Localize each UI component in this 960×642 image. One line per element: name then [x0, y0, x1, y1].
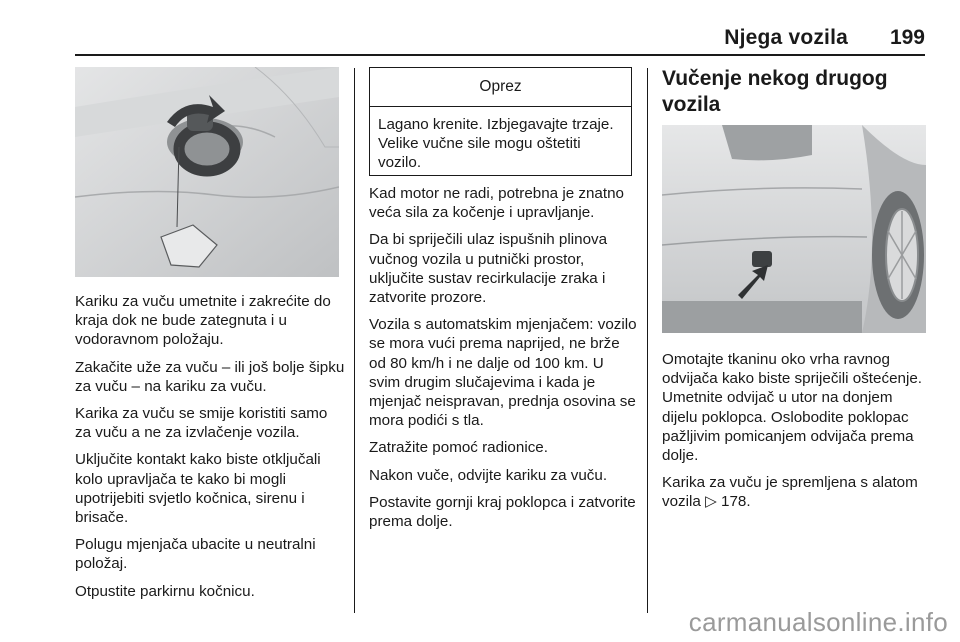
page-number: 199 — [889, 26, 925, 49]
paragraph: Karika za vuču se smije koristiti samo za vuču a ne za izvlačenje vozila. — [75, 405, 328, 442]
page-header — [0, 0, 960, 56]
column-right-text — [662, 350, 930, 520]
column-middle-text — [369, 184, 639, 539]
paragraph: Omotajte tkaninu oko vrha ravnog odvijača kako biste spriječili oštećenje. Umetnite odvijač u utor na donjem dijelu poklopca. Oslobodite poklopac pažljivim pomicanjem odvijača prema dolje. — [662, 351, 923, 465]
paragraph: Postavite gornji kraj poklopca i zatvorite prema dolje. — [369, 493, 636, 531]
column-divider — [647, 68, 648, 613]
paragraph-text: Karika za vuču je spremljena s alatom vozila — [662, 474, 918, 511]
caution-text: Lagano krenite. Izbjegavajte trzaje. Velike vučne sile mogu oštetiti vozilo. — [378, 116, 614, 172]
column-divider — [354, 68, 355, 613]
cross-reference-paragraph — [662, 473, 930, 511]
caution-box — [369, 67, 632, 176]
page-title: Njega vozila — [724, 26, 848, 49]
paragraph: Nakon vuče, odvijte kariku za vuču. — [369, 466, 608, 484]
caution-title: Oprez — [370, 68, 631, 107]
section-heading: Vučenje nekog drugog vozila — [662, 67, 888, 116]
reference-page[interactable]: 178. — [721, 493, 751, 511]
paragraph: Kariku za vuču umetnite i zakrećite do kraja dok ne bude zategnuta i u vodoravnom položaju. — [75, 293, 331, 349]
towing-eye-illustration — [75, 67, 339, 277]
paragraph: Uključite kontakt kako biste otključali kolo upravljača te kako bi mogli upotrijebiti svjetlo kočnica, sirenu i brisače. — [75, 451, 321, 527]
paragraph: Zatražite pomoć radionice. — [369, 439, 548, 457]
header-rule — [75, 54, 925, 56]
column-left-text — [75, 292, 345, 609]
paragraph: Zakačite uže za vuču – ili još bolje šipku za vuču – na kariku za vuču. — [75, 358, 345, 395]
paragraph: Polugu mjenjača ubacite u neutralni položaj. — [75, 536, 316, 573]
paragraph: Da bi spriječili ulaz ispušnih plinova vučnog vozila u putnički prostor, uključite sustav recirkulacije zraka i zatvorite prozore. — [369, 231, 608, 307]
arrow-reference-icon: ▷ — [705, 493, 717, 511]
rear-bumper-illustration — [662, 125, 926, 333]
paragraph: Kad motor ne radi, potrebna je znatno veća sila za kočenje i upravljanje. — [369, 185, 624, 222]
watermark: carmanualsonline.info — [688, 607, 948, 637]
paragraph: Otpustite parkirnu kočnicu. — [75, 582, 255, 600]
paragraph: Vozila s automatskim mjenjačem: vozilo se mora vući prema naprijed, ne brže od 80 km/h i ne dalje od 100 km. U svim drugim slučajevima i kada je mjenjač neispravan, prednja osovina se mora podići s tla. — [369, 316, 637, 430]
